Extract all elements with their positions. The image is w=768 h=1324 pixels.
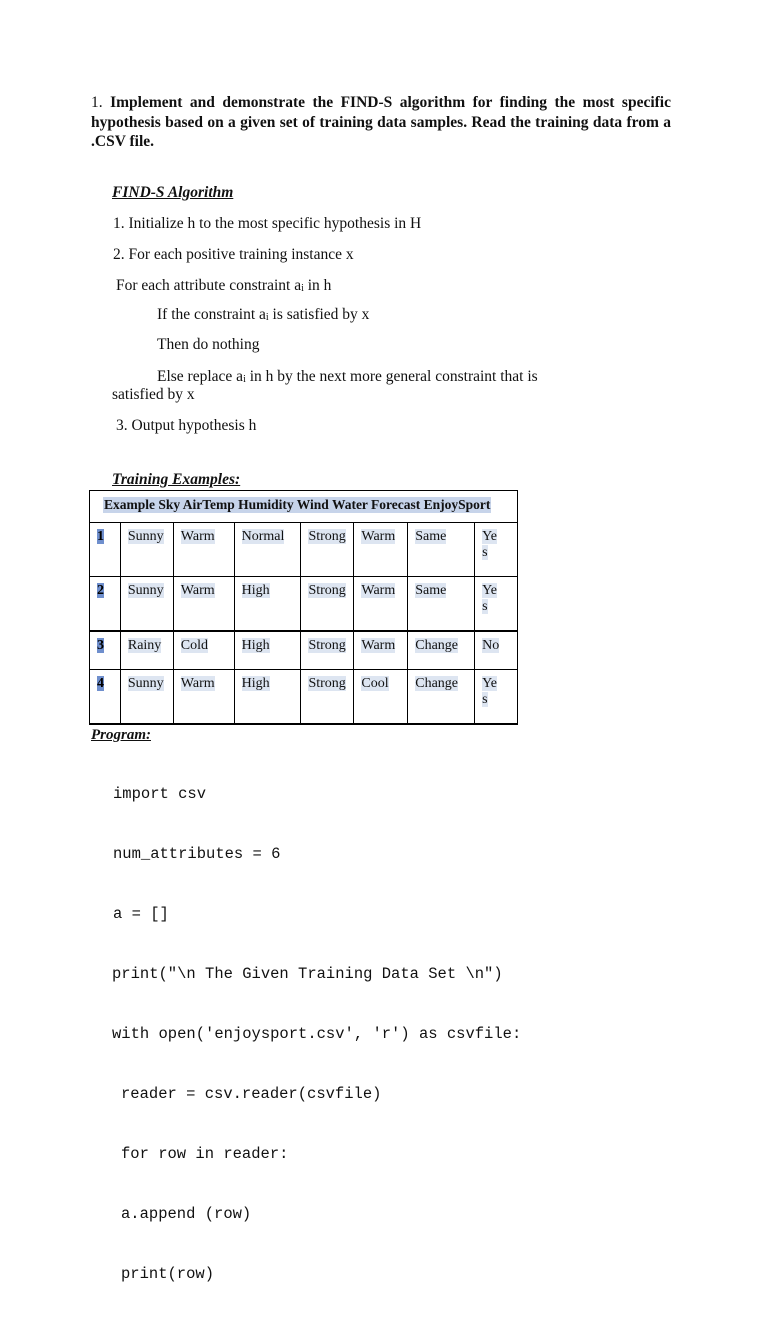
- code-line: for row in reader:: [121, 1145, 289, 1163]
- table-cell: Ye s: [475, 577, 518, 632]
- algorithm-else: [157, 368, 538, 386]
- else-text: Else replace a: [157, 368, 244, 385]
- table-cell: Strong: [301, 670, 354, 725]
- table-cell: Cold: [173, 631, 234, 670]
- row-index: 2: [90, 577, 121, 632]
- subscript-i: i: [265, 312, 269, 323]
- table-cell: Ye s: [475, 523, 518, 577]
- table-row: [90, 670, 518, 725]
- table-cell: Warm: [173, 523, 234, 577]
- code-line: print("\n The Given Training Data Set \n"): [112, 965, 503, 983]
- table-cell: Ye s: [475, 670, 518, 725]
- code-line: print(row): [121, 1265, 215, 1283]
- table-cell: Rainy: [120, 631, 173, 670]
- table-cell: Strong: [301, 631, 354, 670]
- table-cell: Warm: [173, 577, 234, 632]
- code-line: num_attributes = 6: [113, 845, 281, 863]
- algorithm-if: [157, 306, 369, 324]
- table-cell: Warm: [354, 631, 408, 670]
- table-header-text: Example Sky AirTemp Humidity Wind Water Forecast EnjoySport: [104, 497, 491, 512]
- table-cell: Change: [408, 631, 475, 670]
- row-index: 3: [90, 631, 121, 670]
- table-cell: Cool: [354, 670, 408, 725]
- algorithm-title: FIND-S Algorithm: [112, 184, 234, 201]
- for-each-text-end: in h: [303, 277, 332, 294]
- table-cell: Warm: [354, 577, 408, 632]
- table-cell: No: [475, 631, 518, 670]
- training-table: [89, 490, 518, 725]
- table-cell: High: [234, 631, 301, 670]
- code-line: import csv: [113, 785, 207, 803]
- table-cell: Sunny: [120, 523, 173, 577]
- table-cell: Change: [408, 670, 475, 725]
- table-cell: Warm: [354, 523, 408, 577]
- algorithm-step-2: 2. For each positive training instance x: [113, 246, 354, 263]
- table-cell: Same: [408, 577, 475, 632]
- task-text: Implement and demonstrate the FIND-S algorithm for finding the most specific hypothesis based on a given set of training data samples. Read the training data from a .CSV file.: [91, 94, 671, 150]
- subscript-i: i: [301, 283, 304, 294]
- table-row: [90, 631, 518, 670]
- code-line: with open('enjoysport.csv', 'r') as csvfile:: [112, 1025, 522, 1043]
- table-cell: Warm: [173, 670, 234, 725]
- table-cell: Sunny: [120, 577, 173, 632]
- algorithm-then: Then do nothing: [157, 336, 260, 353]
- else-text-end: in h by the next more general constraint that is: [245, 368, 538, 385]
- for-each-text: For each attribute constraint a: [116, 277, 302, 294]
- task-number: 1.: [91, 94, 103, 111]
- training-examples-title: Training Examples:: [112, 471, 241, 488]
- subscript-i: i: [243, 374, 246, 385]
- table-row: [90, 523, 518, 577]
- row-index: 4: [90, 670, 121, 725]
- algorithm-else-continued: satisfied by x: [112, 386, 195, 403]
- program-title: Program:: [91, 727, 151, 743]
- code-line: a = []: [113, 905, 169, 923]
- table-row: [90, 577, 518, 632]
- code-line: a.append (row): [121, 1205, 252, 1223]
- if-text-end: is satisfied by x: [268, 306, 370, 323]
- code-line: reader = csv.reader(csvfile): [121, 1085, 382, 1103]
- table-cell: Strong: [301, 523, 354, 577]
- table-cell: Same: [408, 523, 475, 577]
- table-cell: Strong: [301, 577, 354, 632]
- table-header-cell: [90, 491, 518, 523]
- table-cell: Normal: [234, 523, 301, 577]
- table-header-row: [90, 491, 518, 523]
- algorithm-step-1: 1. Initialize h to the most specific hypothesis in H: [113, 215, 422, 232]
- row-index: 1: [90, 523, 121, 577]
- table-cell: High: [234, 670, 301, 725]
- task-description: [91, 93, 671, 152]
- algorithm-step-3: 3. Output hypothesis h: [116, 417, 257, 434]
- table-cell: Sunny: [120, 670, 173, 725]
- algorithm-for-each: [116, 277, 331, 295]
- program-code: [0, 744, 522, 1324]
- if-text: If the constraint a: [157, 306, 266, 323]
- table-cell: High: [234, 577, 301, 632]
